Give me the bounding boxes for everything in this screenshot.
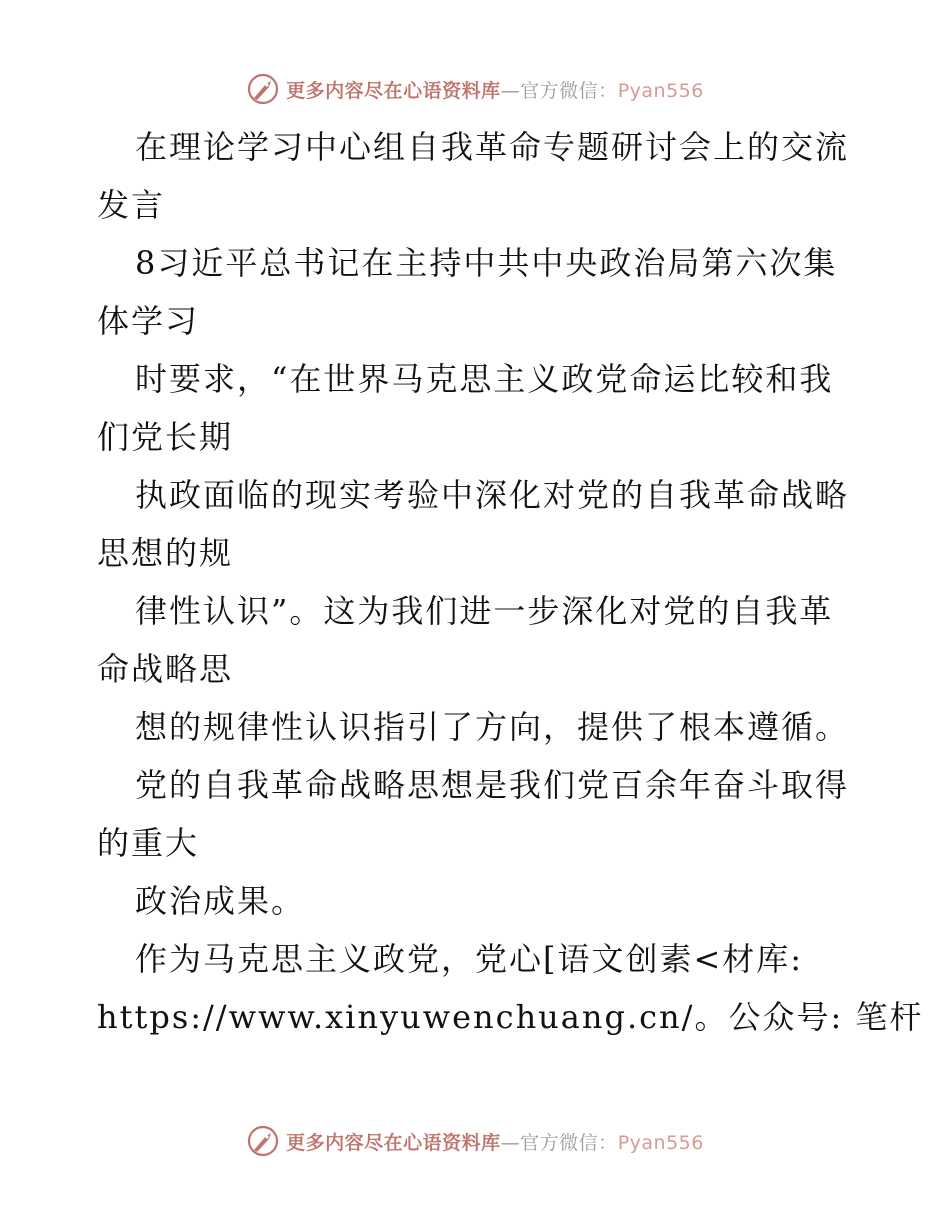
watermark-handle: Pyan556 [617, 79, 704, 102]
text-line: 律性认识”。这为我们进一步深化对党的自我革 [135, 592, 834, 630]
pen-nib-logo-icon [246, 1124, 280, 1158]
text-line: 发言 [97, 186, 166, 224]
watermark-dash: — [500, 79, 521, 102]
watermark-official: 官方微信： [520, 79, 618, 102]
text-line: 执政面临的现实考验中深化对党的自我革命战略 [135, 476, 850, 514]
watermark-dash: — [500, 1131, 521, 1154]
pen-nib-logo-icon [246, 72, 280, 106]
watermark-brand: 更多内容尽在心语资料库 [286, 1131, 501, 1154]
document-body [97, 118, 924, 1046]
watermark-brand: 更多内容尽在心语资料库 [286, 79, 501, 102]
watermark-text [286, 76, 704, 103]
text-line: 作为马克思主义政党，党心[语文创素<材库: [135, 940, 804, 978]
text-line: 时要求，“在世界马克思主义政党命运比较和我 [135, 360, 834, 398]
text-line: 党的自我革命战略思想是我们党百余年奋斗取得 [135, 766, 850, 804]
header-watermark [0, 72, 950, 106]
watermark-text [286, 1128, 704, 1155]
watermark-handle: Pyan556 [617, 1131, 704, 1154]
text-line: https://www.xinyuwenchuang.cn/。公众号: 笔杆 [97, 998, 924, 1036]
text-line: 想的规律性认识指引了方向，提供了根本遵循。 [135, 708, 850, 746]
text-line: 政治成果。 [135, 882, 306, 920]
text-line: 8习近平总书记在主持中共中央政治局第六次集 [135, 244, 838, 282]
text-line: 思想的规 [97, 534, 234, 572]
text-line: 体学习 [97, 302, 200, 340]
text-line: 的重大 [97, 824, 200, 862]
text-line: 命战略思 [97, 650, 234, 688]
footer-watermark [0, 1124, 950, 1158]
text-line: 在理论学习中心组自我革命专题研讨会上的交流 [135, 128, 850, 166]
text-line: 们党长期 [97, 418, 234, 456]
watermark-official: 官方微信： [520, 1131, 618, 1154]
